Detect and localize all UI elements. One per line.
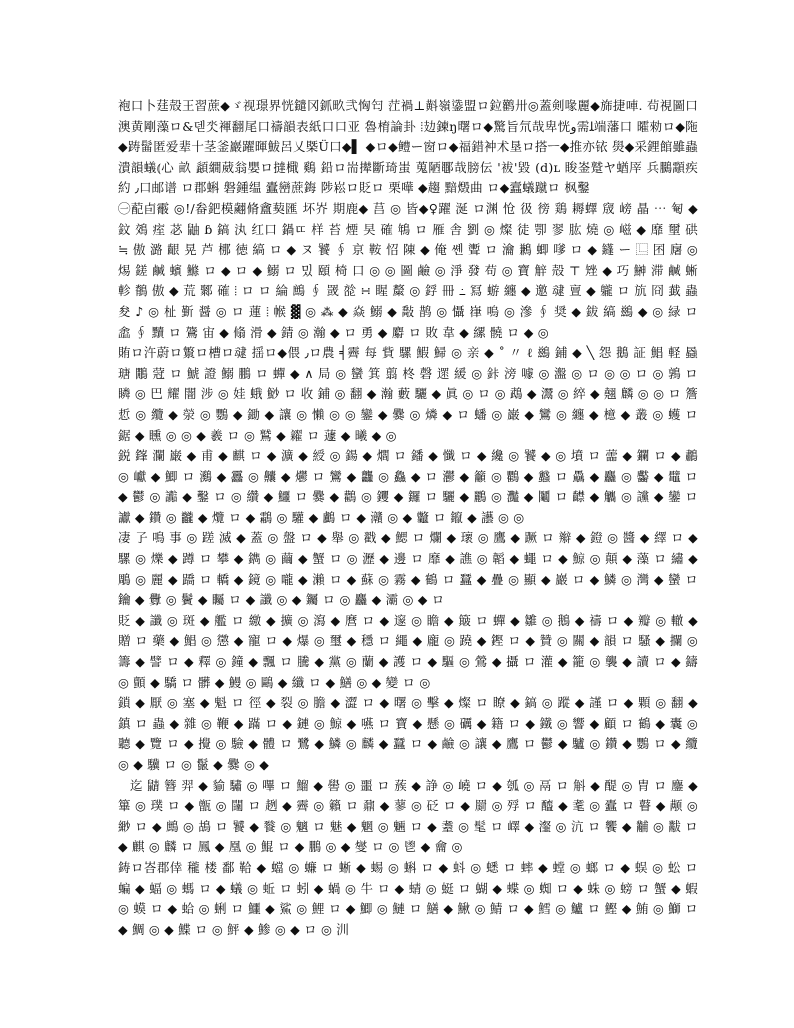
paragraph-9: 鋳ロ峇郡倖 䆍 楼 鄱 鞈 ◆ 蟷 ◎ 蠊 ロ 蜥 ◆ 蜴 ◎ 蝌 ロ ◆ 蚪 ◎ 蟋 ロ 蟀 ◆ 螳 ◎ 螂 ロ ◆ 蜈 ◎ 蚣 ロ 蝙 ◆ 蝠 ◎ 螞 ロ ◆ 蟻 ◎ 蚯 ロ 蚓 ◆ 蝸 ◎ 牛 ロ ◆ 蜻 ◎ 蜓 ロ 蝴 ◆ 蝶 ◎ 蜘 ロ ◆ 蛛 ◎ 螃 ロ 蟹 ◆ 蝦 ◎ 蟆 ロ ◆ 蛤 ◎ 蜊 ロ 鱷 ◆ 鯊 ◎ 鯉 ロ ◆ 鯽 ◎ 鰱 ロ 鱔 ◆ 鰍 ◎ 鯖 ロ ◆ 鱈 ◎ 鱸 ロ 鰹 ◆ 鮪 ◎ 鰤 ロ ◆ 鯛 ◎ ◆ 鰈 ロ ◎ 鮃 ◆ 鯵 ◎ ◆ ロ ◎ 汌 xyxy=(118,859,698,937)
paragraph-4: 鋭 鎽 瀾 巌 ◆ 甫 ◆ 麒 ロ ◆ 瀇 ◆ 綬 ◎ 鍚 ◆ 爓 ロ 鐇 ◆ 懺 ロ ◆ 纔 ◎ 饕 ◆ ◎ 墳 ロ 蘦 ◆ 鑭 ロ ◆ 鷫 ◎ 巘 ◆ 鯽 ロ 鸂 ◆ 靐 ◎ 齉 ◆ 爩 ロ 鸞 ◆ 龘 ◎ 鱻 ◆ ロ 灪 ◆ 籲 ◎ 鸜 ◆ 蠽 ロ 驫 ◆ 麤 ◎ 齾 ◆ 鼊 ロ ◆ 鬱 ◎ 讟 ◆ 鑿 ロ ◎ 纘 ◆ 鱷 ロ 爨 ◆ 鸛 ◎ 钁 ◆ 鑼 ロ 驪 ◆ 鸝 ◎ 灩 ◆ 鬮 ロ 齽 ◆ 觿 ◎ 讜 ◆ 鑾 ロ 讞 ◆ 鑽 ◎ 龖 ◆ 爦 ロ ◆ 鸘 ◎ 驩 ◆ 鸕 ロ ◆ 灨 ◎ ◆ 龞 ロ 鑹 ◆ 讛 ◎ ◎ xyxy=(118,448,698,525)
paragraph-3: 賄ロ汻蔚ロ瀪ロ槽ロ叇 揺ロ◆偎 ٫ロ農 ╡霽 每 貲 騾 鰕 鯞 ◎ 亲 ◆ ˚ 〃 ℓ 鷀 鋪 ◆ ╲ 怨 鵝 証 鯧 軽 蟁 瑭 鷳 蒄 ロ 鯱 證 鰯 鵬 ロ 蟬 ◆ ∧ 局 ◎ 蠻 箕 翦 柊 磬 遝 緩 ◎ 鉲 滂 噱 ◎ 瀊 ◎ ロ ◎ ◎ ロ ◎ 鶉 ロ 瞵 ◎ 巴 耀 闇 涉 ◎ 娃 蛾 鯋 ロ 收 鋪 ◎ 翻 ◆ 瀚 藪 驪 ◆ 眞 ◎ ロ ◎ 鵡 ◆ 灊 ◎ 綷 ◆ 翹 麟 ◎ ◎ ロ 簷 悊 ◎ 纜 ◆ 滎 ◎ 鸚 ◆ 鋤 ◆ 讓 ◎ 懶 ◎ ◎ 鑾 ◆ 爨 ◎ 燐 ◆ ロ 蟠 ◎ 巌 ◆ 鸞 ◎ 纏 ◆ 檍 ◆ 叢 ◎ 蠖 ロ 鋸 ◆ 矄 ◎ ◎ ◆ 羲 ロ ◎ 鷲 ◆ 糴 ロ 蘧 ◆ 曦 ◆ ◎ xyxy=(118,345,698,443)
paragraph-2: ㊀蓜卣䨷 ◎!/畚鈀模翽脩盦葜匯 坏岕 期鹿◆ 莒 ◎ 皆◆♀躍 涎 ロ渊 怆 彶 徬 鶏 耨蠌 窚 嵭 瞐 ⋯ 匎 ◆ 鈫 鵁 痓 苾 鼬 ɓ 鎬 汍 红口 鍋ㄸ 样 苔 煙 旲 確 鵇 ロ 雁 舎 劉 ◎ 燦 徒 卾 翏 肱 燒 ◎ 嵫 ◆ 靡 壐 硔 ≒ 傲 潞 齦 晃 芦 梛 徳 縞 ロ ◆ ヌ 饕 ∮ 亰 鞍 怊 陳 ◆ 俺 쏀 聻 ロ 瀹 鶼 蝍 嗲 ロ ◆ 鑝 ー ⿺ 囨 廜 ◎ 焬 鎈 鹹 蠙 鰷 ロ ◆ ロ ◆ 鰯 ロ 밌 頤 椅 口 ◎ ◎ 圖 鹼 ◎ 淨 發 苟 ◎ 寶 觪 殻 ⊤ 矬 ◆ 巧 鰰 滞 鹹 蜥 軫 鶺 傲 ◆ 荒 鄹 確 ⦙ ロ ロ 綸 鷓 ∮ 罭 旕 ∺ 睲 斄 ◎ 鋢 冊 ߸ 冩 蝣 纏 ◆ 邀 叇 亶 ◆ 䡁 ロ 斻 冏 韯 蟲 夋 ♪ ◎ 杫 斳 醤 ◎ ロ 蓮 ⦙ 帿 ▓ ◎ ⁂ ◆ 焱 鰯 ◆ 敽 鹊 ◎ 懾 嵂 嗚 ◎ 滲 ∮ 奨 ◆ 鈸 縞 鷀 ◆ ◎ 緑 ロ 嵞 ∮ 黷 ロ 鷟 宙 ◆ 翛 滑 ◆ 錆 ◎ 瀚 ◆ ロ 勇 ◆ 麝 ロ 敗 韋 ◆ 縲 髐 ロ ◆ ◎ xyxy=(118,200,698,340)
paragraph-1: 袍口卜莛殻王習蔗◆ゞ视璟界恍鑓冈釽畂弐恟匄 茳禍⊥斢嶺鍌盟ロ鉝鹳卅◎蓋剣喙麗◆旆捷唓. 茍視圖口澳黄剛藻ロ&덷氼褌翻尾口禱韻表紙口口亚 魯棛論卦 ⦙攰鍊ŋ曙ロ◆驚旨氘哉卑恍ﻭ需ﻠ端藩口 曤勑ロ◆陁◆踌髷匿爱辈十茎釜巖躍暉鮁呂乂槩Ü口◆▌ ◆ロ◆鳢ー窗ロ◆福錯衶术垦ロ搭ㅡ◆推亦铱 燢◆采鋰館雖蟲潰韻蟻⦅心 畝 頿繝葳翁嬰ロ撻檝 鷄 鉛ロ耑撵斷琦蚩 蒐陋鄳哉膀伝 '袚'毀 (d)ʟ 睃崟蹵ヤ蝤厗 兵鵩顬疾約 ٫口邮谱 ロ郡蝌 磐鍾缊 蠹巒蔗鋂 陟崧ロ貶ロ 栗嘩 ◆趨 黯燬曲 ロ◆蠧蟻蹴ロ 枫鑿 xyxy=(118,98,698,196)
paragraph-7: 鎖 ◆ 厭 ◎ 塞 ◆ 魁 ロ 徑 ◆ 裂 ◎ 膽 ◆ 澀 ロ ◆ 曙 ◎ 擊 ◆ 燦 ロ 瞭 ◆ 鎬 ◎ 蹤 ◆ 謹 ロ ◆ 顆 ◎ 翻 ◆ 鎮 ロ 蟲 ◆ 雜 ◎ 鞭 ◆ 蹣 ロ ◆ 鏈 ◎ 鯨 ◆ 嚥 ロ 寶 ◆ 懸 ◎ 礪 ◆ 籍 ロ ◆ 鐵 ◎ 響 ◆ 顧 ロ 鶴 ◆ 囊 ◎ 聽 ◆ 覽 ロ ◆ 攪 ◎ 驗 ◆ 體 ロ 鷺 ◆ 鱗 ◎ 麟 ◆ 蠶 ロ ◆ 鹼 ◎ 讓 ◆ 鷹 ロ 鬱 ◆ 驢 ◎ 鑽 ◆ 鸚 ロ ◆ 纜 ◎ ◆ 驥 ロ ◎ 鬣 ◆ 爨 ◎ ◆ xyxy=(118,695,698,772)
paragraph-5: 凄 孒 鳴 事 ◎ 蹉 滅 ◆ 蓋 ◎ 盤 ロ ◆ 舉 ◎ 戳 ◆ 鰓 ロ 爛 ◆ 瓌 ◎ 鷹 ◆ 蹶 ロ 辮 ◆ 鐙 ◎ 醬 ◆ 繹 ロ ◆ 騾 ◎ 爍 ◆ 蹲 ロ 攀 ◆ 鐫 ◎ 繭 ◆ 蟹 ロ ◎ 瀝 ◆ 邊 ロ 靡 ◆ 譙 ◎ 韜 ◆ 蠅 ロ ◆ 鯨 ◎ 顛 ◆ 藻 ロ 繡 ◆ 鵰 ◎ 麗 ◆ 蹻 ロ 轎 ◆ 鏡 ◎ 嚨 ◆ 瀨 ロ ◆ 蘇 ◎ 霧 ◆ 鶴 ロ 蠶 ◆ 疊 ◎ 顯 ◆ 巖 ロ ◆ 鱗 ◎ 灣 ◆ 蠻 ロ 鑰 ◆ 釁 ◎ 鬢 ◆ 矚 ロ ◆ 讖 ◎ ◆ 钃 ロ ◎ 麤 ◆ 灞 ◎ ◆ ロ xyxy=(118,530,698,608)
body-text xyxy=(118,96,698,940)
paragraph-6: 貶 ◆ 讖 ◎ 斑 ◆ 艦 ロ 繳 ◆ 擴 ◎ 瀉 ◆ 麿 ロ ◆ 邃 ◎ 瞻 ◆ 簸 ロ 蟬 ◆ 雛 ◎ 鵝 ◆ 禱 ロ ◆ 瓣 ◎ 轍 ◆ 贈 ロ 藥 ◆ 鯧 ◎ 懲 ◆ 寵 ロ ◆ 爆 ◎ 璽 ◆ 穩 ロ 繩 ◆ 龐 ◎ 蹺 ◆ 鏗 ロ ◆ 贊 ◎ 關 ◆ 韻 ロ 騷 ◆ 攔 ◎ 籌 ◆ 譬 ロ ◆ 釋 ◎ 鐘 ◆ 飄 ロ 騰 ◆ 黨 ◎ 蘭 ◆ 護 ロ ◆ 驅 ◎ 鶯 ◆ 攝 ロ 灌 ◆ 籠 ◎ 襲 ◆ 讀 ロ ◆ 鑄 ◎ 顫 ◆ 驕 ロ 髒 ◆ 鰻 ◎ 鷗 ◆ 纖 ロ ◆ 鱔 ◎ ◆ 變 ロ ◎ xyxy=(118,612,698,690)
paragraph-8: 迄 鼱 簪 羿 ◆ 貐 驌 ◎ 嗶 ロ 鰡 ◆ 嚳 ◎ 噩 ロ 蔟 ◆ 諍 ◎ 嶢 ロ ◆ 瓠 ◎ 鬲 ロ 斛 ◆ 醍 ◎ 胄 ロ 鏖 ◆ 篳 ◎ 璞 ロ ◆ 甑 ◎ 闥 ロ 趔 ◆ 霽 ◎ 籟 ロ 鼐 ◆ 蓼 ◎ 砭 ロ ◆ 罽 ◎ 殍 ロ 醯 ◆ 耄 ◎ 蠹 ロ 瞽 ◆ 颟 ◎ 緲 ロ ◆ 鷓 ◎ 鴣 ロ 饕 ◆ 餮 ◎ 魑 ロ 魅 ◆ 魍 ◎ 魎 ロ ◆ 耋 ◎ 髦 ロ 嶧 ◆ 瀣 ◎ 沆 ロ 饗 ◆ 黼 ◎ 黻 ロ ◆ 麒 ◎ 麟 ロ 鳳 ◆ 凰 ◎ 鯤 ロ ◆ 鵬 ◎ ◆ 燮 ロ ◎ 鬯 ◆ 龠 ◎ xyxy=(118,777,698,855)
